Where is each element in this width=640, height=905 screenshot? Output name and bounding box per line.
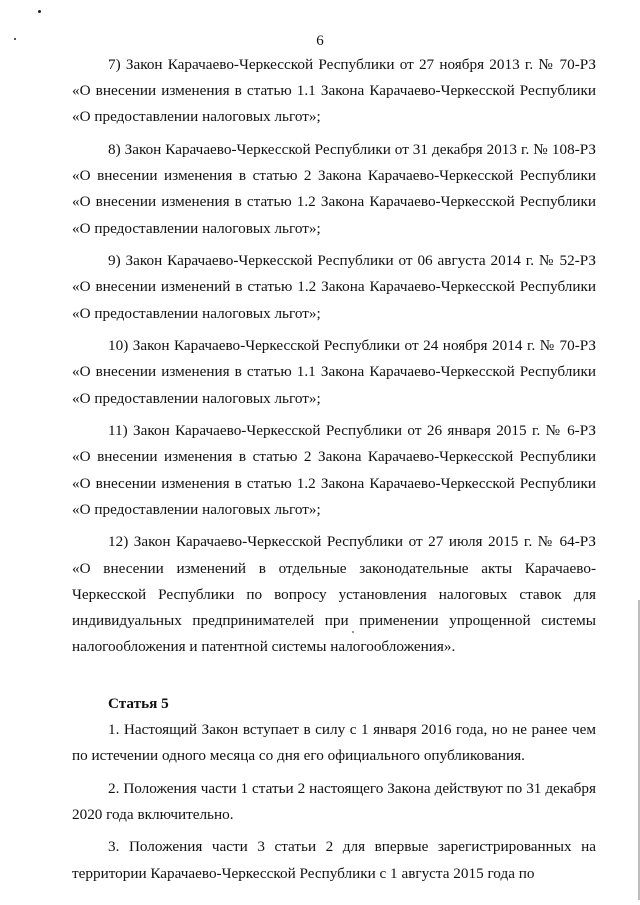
list-item: 9) Закон Карачаево-Черкесской Республики от 06 августа 2014 г. № 52-РЗ «О внесении изменений в статью 1.2 Закона Карачаево-Черкесской Республики «О предоставлении налоговых льгот»; <box>72 252 596 322</box>
list-item: 7) Закон Карачаево-Черкесской Республики от 27 ноября 2013 г. № 70-РЗ «О внесении изменения в статью 1.1 Закона Карачаево-Черкесской Республики «О предоставлении налоговых льгот»; <box>72 56 596 126</box>
page-number: 6 <box>316 33 324 49</box>
section-gap <box>72 667 596 691</box>
list-item: 8) Закон Карачаево-Черкесской Республики от 31 декабря 2013 г. № 108-РЗ «О внесении изменения в статью 2 Закона Карачаево-Черкесской Республики «О внесении изменения в статью 1.2 Закона Карачаево-Черкесской Республики «О предоставлении налоговых льгот»; <box>72 141 596 237</box>
list-item: 10) Закон Карачаево-Черкесской Республики от 24 ноября 2014 г. № 70-РЗ «О внесении изменения в статью 1.1 Закона Карачаево-Черкесской Республики «О предоставлении налоговых льгот»; <box>72 337 596 407</box>
article-heading: Статья 5 <box>108 694 169 712</box>
article-paragraph: 2. Положения части 1 статьи 2 настоящего Закона действуют по 31 декабря 2020 года включительно. <box>72 779 596 823</box>
list-item: 11) Закон Карачаево-Черкесской Республики от 26 января 2015 г. № 6-РЗ «О внесении изменения в статью 2 Закона Карачаево-Черкесской Республики «О внесении изменения в статью 1.2 Закона Карачаево-Черкесской Республики «О предоставлении налоговых льгот»; <box>72 422 596 518</box>
scan-speck <box>38 10 41 13</box>
document-body <box>72 52 596 893</box>
list-item: 12) Закон Карачаево-Черкесской Республики от 27 июля 2015 г. № 64-РЗ «О внесении изменений в отдельные законодательные акты Карачаево-Черкесской Республики по вопросу установления налоговых ставок для индивидуальных предпринимателей при применении упрощенной системы налогообложения и патентной системы налогообложения». <box>72 533 596 656</box>
article-paragraph: 1. Настоящий Закон вступает в силу с 1 января 2016 года, но не ранее чем по истечении одного месяца со дня его официального опубликования. <box>72 720 596 765</box>
article-paragraph: 3. Положения части 3 статьи 2 для впервые зарегистрированных на территории Карачаево-Черкесской Республики с 1 августа 2015 года по <box>72 838 596 882</box>
